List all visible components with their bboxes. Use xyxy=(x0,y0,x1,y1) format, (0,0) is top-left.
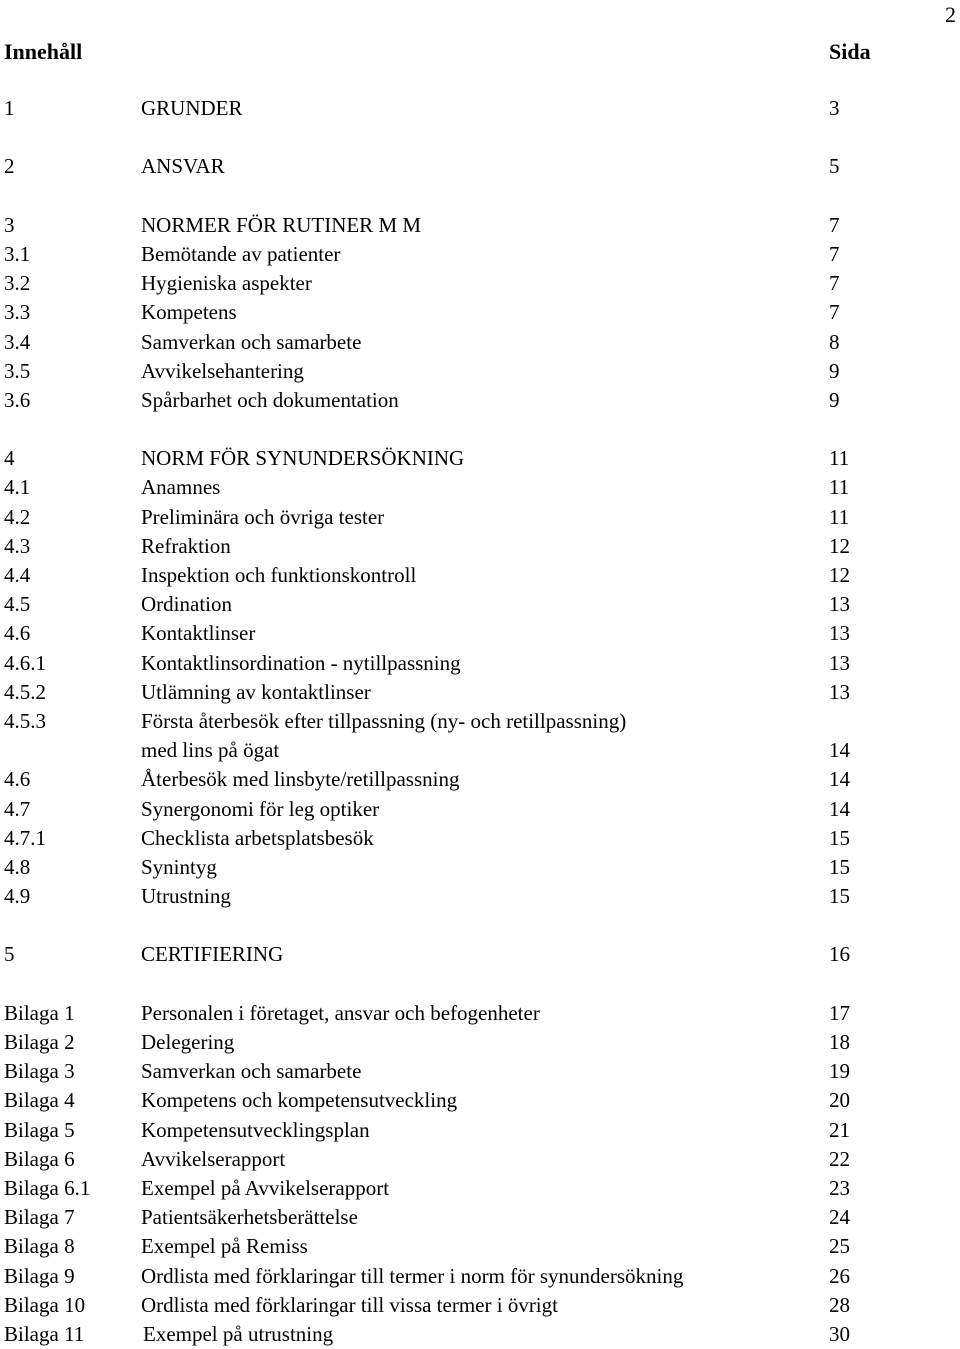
toc-entry-title: ANSVAR xyxy=(141,154,225,179)
toc-entry-page: 25 xyxy=(829,1234,850,1259)
toc-entry xyxy=(4,1028,880,1057)
toc-entry xyxy=(4,1145,880,1174)
toc-entry-title: Bemötande av patienter xyxy=(141,241,341,266)
toc-entry-page: 16 xyxy=(829,942,850,967)
toc-entry-title: CERTIFIERING xyxy=(141,942,284,967)
toc-entry-number: Bilaga 1 xyxy=(4,1000,75,1025)
toc-entry-number: 4.7.1 xyxy=(4,825,46,850)
toc-entry-number: 3 xyxy=(4,212,15,237)
toc-entry-number: 3.1 xyxy=(4,241,31,266)
toc-entry xyxy=(4,211,880,240)
toc-entry-number: Bilaga 5 xyxy=(4,1117,75,1142)
toc-entry xyxy=(4,678,880,707)
toc-entry-page: 30 xyxy=(829,1321,850,1346)
toc-entry-page: 13 xyxy=(829,592,850,617)
toc-heading: Innehåll xyxy=(4,39,83,64)
toc-entry-title: Patientsäkerhetsberättelse xyxy=(141,1205,358,1230)
toc-entry xyxy=(4,298,880,327)
toc-entry-title: Ordlista med förklaringar till vissa termer i övrigt xyxy=(141,1292,558,1317)
toc-entry-title: NORM FÖR SYNUNDERSÖKNING xyxy=(141,446,465,471)
toc-entry-page: 13 xyxy=(829,679,850,704)
toc-entry-page: 7 xyxy=(829,300,840,325)
toc-entry-title: med lins på ögat xyxy=(141,738,280,763)
toc-entry-number: 1 xyxy=(4,96,15,120)
toc-entry-page: 12 xyxy=(829,533,850,558)
toc-entry-title: Samverkan och samarbete xyxy=(141,329,362,354)
toc-entry-page: 18 xyxy=(829,1030,850,1054)
toc-entry xyxy=(4,503,880,532)
toc-entry-title: Delegering xyxy=(141,1030,235,1054)
toc-entry xyxy=(4,882,880,911)
toc-entry-number: Bilaga 6.1 xyxy=(4,1175,91,1200)
toc-entry-number: 3.5 xyxy=(4,358,31,383)
toc-entry-title: Synergonomi för leg optiker xyxy=(141,796,380,821)
toc-entry xyxy=(4,328,880,357)
toc-entry-number: 4.1 xyxy=(4,475,31,500)
toc-entry-title: Kompetens och kompetensutveckling xyxy=(141,1088,458,1113)
toc-entry-page: 17 xyxy=(829,1000,850,1025)
toc-entry xyxy=(4,386,880,415)
toc-entry-number: 3.3 xyxy=(4,300,31,325)
toc-entry xyxy=(4,240,880,269)
toc-entry-number: Bilaga 4 xyxy=(4,1088,75,1113)
toc-entry-title: Utrustning xyxy=(141,884,231,909)
toc-entry-page: 28 xyxy=(829,1292,850,1317)
toc-entry-page: 8 xyxy=(829,329,840,354)
toc-entry-page: 9 xyxy=(829,387,840,412)
toc-entry-page: 11 xyxy=(829,446,850,471)
toc-entry-number: Bilaga 9 xyxy=(4,1263,75,1288)
toc-entry-number: 2 xyxy=(4,154,15,179)
toc-entry xyxy=(4,269,880,298)
toc-entry-title: Återbesök med linsbyte/retillpassning xyxy=(141,767,460,792)
toc-entry-page: 7 xyxy=(829,212,840,237)
toc-entry-title: Avvikelsehantering xyxy=(141,358,304,383)
toc-entry-page: 13 xyxy=(829,621,850,646)
toc-entry-number: 4.8 xyxy=(4,854,31,879)
toc-entry-page: 14 xyxy=(829,796,850,821)
toc-entry-number: 4.9 xyxy=(4,884,31,909)
toc-entry-title: Inspektion och funktionskontroll xyxy=(141,563,417,587)
toc-entry xyxy=(4,1291,880,1320)
toc-entry xyxy=(4,619,880,648)
toc-entry-title: Kontaktlinsordination - nytillpassning xyxy=(141,650,461,675)
toc-entry xyxy=(4,532,880,561)
toc-entry xyxy=(4,824,880,853)
toc-entry-page: 7 xyxy=(829,241,840,266)
toc-entry-number: 3.4 xyxy=(4,329,31,354)
toc-entry-title: Exempel på Remiss xyxy=(141,1234,308,1259)
toc-entry-number: 4.2 xyxy=(4,504,31,529)
toc-entry-page: 3 xyxy=(829,96,840,120)
toc-entry xyxy=(4,94,880,123)
toc-entry-number: Bilaga 7 xyxy=(4,1205,75,1230)
toc-entry xyxy=(4,561,880,590)
toc-entry xyxy=(4,1086,880,1115)
toc-entry-title: Anamnes xyxy=(141,475,221,500)
toc-entry xyxy=(4,940,880,969)
toc-entry-page: 15 xyxy=(829,825,850,850)
toc-entry-page: 23 xyxy=(829,1175,850,1200)
toc-entry xyxy=(4,357,880,386)
toc-entry xyxy=(4,1320,880,1349)
toc-header xyxy=(4,36,880,68)
toc-entry-page: 14 xyxy=(829,738,850,763)
toc-entry-title: Exempel på utrustning xyxy=(143,1321,334,1346)
toc-entry xyxy=(4,1057,880,1086)
toc-entry-number: 3.2 xyxy=(4,271,31,296)
toc-entry-number: Bilaga 3 xyxy=(4,1059,75,1084)
toc-entry-number: 4.4 xyxy=(4,563,31,587)
toc-entry-page: 24 xyxy=(829,1205,850,1230)
toc-entry-number: Bilaga 2 xyxy=(4,1030,75,1054)
toc-entry-page: 14 xyxy=(829,767,850,792)
toc-entry xyxy=(4,707,880,736)
toc-entry xyxy=(4,999,880,1028)
toc-entry-title: Samverkan och samarbete xyxy=(141,1059,362,1084)
toc-entry xyxy=(4,1262,880,1291)
toc-entry xyxy=(4,590,880,619)
toc-entry-page: 11 xyxy=(829,504,850,529)
toc-entry-number: 4.6.1 xyxy=(4,650,46,675)
toc-entry-title: Kompetens xyxy=(141,300,237,325)
toc-entry-title: Personalen i företaget, ansvar och befogenheter xyxy=(141,1000,540,1025)
toc-entry-title: Kontaktlinser xyxy=(141,621,256,646)
toc-entry xyxy=(4,1203,880,1232)
toc-entry xyxy=(4,1174,880,1203)
toc-entry-title: Kompetensutvecklingsplan xyxy=(141,1117,370,1142)
toc-entry-number: 4 xyxy=(4,446,15,471)
toc-entry xyxy=(4,853,880,882)
toc-entry-number: 3.6 xyxy=(4,387,31,412)
toc-entry-number: 5 xyxy=(4,942,15,967)
toc-entry-number: Bilaga 11 xyxy=(4,1321,85,1346)
toc-entry-page: 15 xyxy=(829,884,850,909)
toc-entry-page: 13 xyxy=(829,650,850,675)
toc-entry-title: Utlämning av kontaktlinser xyxy=(141,679,371,704)
toc-entry-title: Refraktion xyxy=(141,533,231,558)
toc-entry xyxy=(4,765,880,794)
toc-entry-page: 19 xyxy=(829,1059,850,1084)
toc-entry-number: 4.5.3 xyxy=(4,708,46,733)
toc-entry xyxy=(4,473,880,502)
toc-entry-title: Ordination xyxy=(141,592,232,617)
toc-entry-number: 4.7 xyxy=(4,796,31,821)
toc-entry-page: 7 xyxy=(829,271,840,296)
toc-entry-page: 20 xyxy=(829,1088,850,1113)
toc-entry-page: 15 xyxy=(829,854,850,879)
toc-entry-title: Exempel på Avvikelserapport xyxy=(141,1175,390,1200)
toc-entry-page: 9 xyxy=(829,358,840,383)
toc-entry-page: 26 xyxy=(829,1263,850,1288)
toc-entry xyxy=(4,649,880,678)
toc-entry-number: 4.6 xyxy=(4,621,31,646)
toc-entry-page: 11 xyxy=(829,475,850,500)
toc-entry xyxy=(4,1116,880,1145)
toc-entry-page: 12 xyxy=(829,563,850,587)
toc-entry-title: Avvikelserapport xyxy=(141,1146,286,1171)
toc-entry xyxy=(4,795,880,824)
toc-entry-number: 4.6 xyxy=(4,767,31,792)
toc-entry-title: Ordlista med förklaringar till termer i norm för synundersökning xyxy=(141,1263,684,1288)
toc-entry-title: Spårbarhet och dokumentation xyxy=(141,387,399,412)
toc-entry-page: 21 xyxy=(829,1117,850,1142)
toc-entry-number: Bilaga 10 xyxy=(4,1292,86,1317)
toc-entry-title: NORMER FÖR RUTINER M M xyxy=(141,212,422,237)
toc-entry-title: Första återbesök efter tillpassning (ny- och retillpassning) xyxy=(141,708,627,733)
toc-entry xyxy=(4,1232,880,1261)
toc-entry xyxy=(4,444,880,473)
page-number: 2 xyxy=(945,2,956,27)
toc-entry-title: Synintyg xyxy=(141,854,217,879)
toc-page-heading: Sida xyxy=(829,39,871,64)
toc-entry-number: 4.3 xyxy=(4,533,31,558)
toc-entry-title: Preliminära och övriga tester xyxy=(141,504,385,529)
toc-entry-title: Checklista arbetsplatsbesök xyxy=(141,825,374,850)
toc-entry-number: 4.5.2 xyxy=(4,679,46,704)
toc-entry xyxy=(4,736,880,765)
toc-entry-title: Hygieniska aspekter xyxy=(141,271,312,296)
toc-entry xyxy=(4,152,880,181)
toc-entry-number: 4.5 xyxy=(4,592,31,617)
toc-entry-page: 22 xyxy=(829,1146,850,1171)
toc-entry-number: Bilaga 6 xyxy=(4,1146,75,1171)
toc-entry-number: Bilaga 8 xyxy=(4,1234,75,1259)
table-of-contents xyxy=(4,94,880,1349)
toc-entry-page: 5 xyxy=(829,154,840,179)
toc-entry-title: GRUNDER xyxy=(141,96,243,120)
